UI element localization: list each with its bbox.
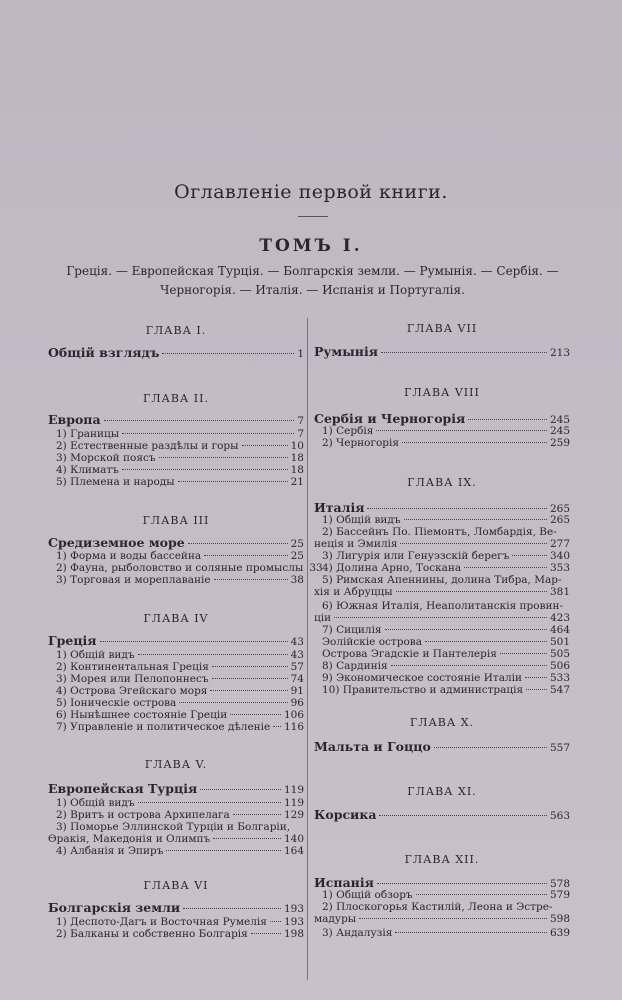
- page-number: 340: [549, 550, 570, 562]
- list-item: [56, 574, 304, 586]
- list-item: [322, 550, 570, 562]
- page-title: Оглавленiе первой книги.: [174, 181, 448, 203]
- list-item: [322, 624, 570, 636]
- list-item: [56, 464, 304, 476]
- section-entry: [314, 344, 570, 359]
- list-item: [56, 661, 304, 673]
- page-number: 578: [549, 878, 570, 890]
- item-title: Острова Эгадскiе и Пантелерiя: [322, 648, 497, 660]
- list-item: [56, 797, 304, 809]
- leader-dots: [273, 726, 281, 727]
- page-number: 245: [549, 414, 570, 426]
- item-title: 10) Правительство и администрацiя: [322, 684, 524, 696]
- leader-dots: [212, 678, 288, 679]
- item-title: 2) Черногорiя: [322, 437, 400, 449]
- item-title: 4) Долина Арно, Тоскана: [322, 562, 462, 574]
- page-number: 43: [290, 636, 304, 648]
- leader-dots: [526, 689, 547, 690]
- leader-dots: [179, 702, 287, 703]
- section-entry: [48, 633, 304, 648]
- section-entry: [48, 535, 304, 550]
- page-number: 557: [549, 742, 570, 754]
- page-number: 91: [290, 685, 304, 697]
- item-title: Эолiйскiе острова: [322, 636, 422, 648]
- section-title: Европейская Турцiя: [48, 781, 198, 796]
- chapter-heading: ГЛАВА XII.: [404, 853, 480, 866]
- section-entry: [314, 411, 570, 426]
- leader-dots: [162, 353, 294, 354]
- leader-dots: [210, 690, 287, 691]
- page-number: 423: [549, 612, 570, 624]
- list-item: [56, 673, 304, 685]
- item-title: 2) Естественные раздѣлы и горы: [56, 440, 239, 452]
- list-item: [322, 889, 570, 901]
- list-item: [56, 452, 304, 464]
- item-title: 4) Острова Эгейскаго моря: [56, 685, 208, 697]
- section-entry: [48, 900, 304, 915]
- section-title: Сербiя и Черногорiя: [314, 411, 466, 426]
- leader-dots: [404, 519, 547, 520]
- leader-dots: [334, 617, 547, 618]
- section-entry: [48, 412, 304, 427]
- page-number: 193: [283, 916, 304, 928]
- leader-dots: [416, 894, 547, 895]
- item-title: 7) Управленiе и политическое дѣленiе: [56, 721, 271, 733]
- leader-dots: [178, 481, 288, 482]
- leader-dots: [100, 641, 288, 642]
- leader-dots: [379, 815, 546, 816]
- page-number: 265: [549, 514, 570, 526]
- leader-dots: [242, 445, 288, 446]
- section-entry: [314, 807, 570, 822]
- page-number: 259: [549, 437, 570, 449]
- item-title: 2) Балканы и собственно Болгарiя: [56, 928, 248, 940]
- list-item: [314, 612, 570, 624]
- column-divider: [307, 318, 308, 980]
- list-item: [56, 697, 304, 709]
- subtitle-line-2: Черногорiя. — Италiя. — Испанiя и Португалiя.: [160, 283, 465, 297]
- page-number: 501: [549, 636, 570, 648]
- page-number: 533: [549, 672, 570, 684]
- page-number: 25: [290, 538, 304, 550]
- page-number: 116: [283, 721, 304, 733]
- section-title: Общiй взглядъ: [48, 345, 160, 360]
- leader-dots: [138, 654, 288, 655]
- page-number: 547: [549, 684, 570, 696]
- item-title: 8) Сардинiя: [322, 660, 388, 672]
- page-number: 119: [283, 784, 304, 796]
- leader-dots: [233, 814, 281, 815]
- item-title: 3) Андалузiя: [322, 927, 393, 939]
- leader-dots: [204, 555, 287, 556]
- section-title: Мальта и Гоццо: [314, 739, 431, 754]
- page-number: 96: [290, 697, 304, 709]
- list-item: [322, 648, 570, 660]
- page-number: 245: [549, 425, 570, 437]
- leader-dots: [230, 714, 281, 715]
- leader-dots: [166, 850, 281, 851]
- chapter-heading: ГЛАВА II.: [143, 392, 209, 405]
- chapter-heading: ГЛАВА VI: [143, 879, 209, 892]
- chapter-heading: ГЛАВА IX.: [407, 476, 477, 489]
- page-number: 277: [549, 538, 570, 550]
- chapter-heading: ГЛАВА I.: [145, 324, 207, 337]
- page-number: 43: [290, 649, 304, 661]
- item-title: 1) Общiй видъ: [56, 649, 135, 661]
- chapter-heading: ГЛАВА VII: [406, 322, 478, 335]
- list-item: [56, 476, 304, 488]
- leader-dots: [359, 918, 547, 919]
- chapter-heading: ГЛАВА V.: [144, 758, 208, 771]
- item-title: 1) Деспото-Дагъ и Восточная Румелiя: [56, 916, 267, 928]
- page-number: 506: [549, 660, 570, 672]
- item-title: 2) Континентальная Грецiя: [56, 661, 209, 673]
- item-title: цiи: [314, 612, 332, 624]
- section-title: Болгарскiя земли: [48, 900, 181, 915]
- leader-dots: [188, 543, 288, 544]
- leader-dots: [500, 653, 547, 654]
- chapter-heading: ГЛАВА III: [142, 514, 210, 527]
- list-item: [322, 636, 570, 648]
- page-number: 129: [283, 809, 304, 821]
- page-number: 21: [290, 476, 304, 488]
- section-title: Европа: [48, 412, 101, 427]
- leader-dots: [425, 641, 547, 642]
- page-number: 38: [290, 574, 304, 586]
- page-number: 140: [283, 833, 304, 845]
- leader-dots: [122, 469, 288, 470]
- page-number: 464: [549, 624, 570, 636]
- section-title: Румынiя: [314, 344, 378, 359]
- item-title: 5) Племена и народы: [56, 476, 175, 488]
- item-title: 9) Экономическое состоянiе Италiи: [322, 672, 522, 684]
- item-title: 3) Морской поясъ: [56, 452, 156, 464]
- list-item: [322, 437, 570, 449]
- leader-dots: [251, 933, 281, 934]
- chapter-heading: ГЛАВА XI.: [407, 785, 477, 798]
- item-title: 7) Сицилiя: [322, 624, 382, 636]
- page-number: 639: [549, 927, 570, 939]
- item-title-continued: 5) Римская Апеннины, долина Тибра, Мар-: [322, 574, 562, 586]
- list-item: [56, 440, 304, 452]
- section-entry: [48, 345, 304, 360]
- item-title: 5) Iоническiе острова: [56, 697, 177, 709]
- list-item: [314, 913, 570, 925]
- list-item: [322, 672, 570, 684]
- list-item: [56, 721, 304, 733]
- leader-dots: [214, 579, 288, 580]
- page-number: 33: [309, 562, 323, 574]
- list-item: [56, 709, 304, 721]
- item-title-continued: 2) Плоскогорья Кастилiй, Леона и Эстре-: [322, 901, 553, 913]
- page-number: 18: [290, 464, 304, 476]
- leader-dots: [122, 433, 294, 434]
- leader-dots: [138, 802, 281, 803]
- leader-dots: [464, 567, 547, 568]
- page-number: 381: [549, 586, 570, 598]
- section-title: Испанiя: [314, 875, 374, 890]
- list-item: [322, 927, 570, 939]
- item-title: 2) Фауна, рыболовство и соляные промыслы: [56, 562, 304, 574]
- leader-dots: [512, 555, 547, 556]
- leader-dots: [381, 352, 547, 353]
- leader-dots: [377, 883, 547, 884]
- list-item: [56, 845, 304, 857]
- list-item: [322, 425, 570, 437]
- page-number: 57: [290, 661, 304, 673]
- leader-dots: [385, 629, 547, 630]
- page-number: 10: [290, 440, 304, 452]
- list-item: [322, 562, 570, 574]
- page-number: 213: [549, 347, 570, 359]
- page-number: 7: [297, 428, 304, 440]
- item-title: 1) Форма и воды бассейна: [56, 550, 202, 562]
- item-title-continued: 6) Южная Италiя, Неаполитанскiя провин-: [322, 600, 564, 612]
- page-number: 1: [297, 348, 304, 360]
- item-title: 1) Сербiя: [322, 425, 374, 437]
- volume-heading: ТОМЪ I.: [259, 236, 363, 256]
- section-title: Средиземное море: [48, 535, 185, 550]
- page-number: 563: [549, 810, 570, 822]
- section-title: Корсика: [314, 807, 377, 822]
- list-item: [56, 916, 304, 928]
- list-item: [56, 809, 304, 821]
- chapter-heading: ГЛАВА X.: [409, 716, 475, 729]
- page-number: 74: [290, 673, 304, 685]
- chapter-heading: ГЛАВА VIII: [404, 386, 480, 399]
- chapter-heading: ГЛАВА IV: [143, 612, 209, 625]
- list-item: [56, 550, 304, 562]
- item-title: 2) Вритъ и острова Архипелага: [56, 809, 230, 821]
- item-title: 1) Общiй обзоръ: [322, 889, 413, 901]
- section-entry: [314, 739, 570, 754]
- leader-dots: [402, 442, 547, 443]
- page-number: 598: [549, 913, 570, 925]
- page-number: 353: [549, 562, 570, 574]
- list-item: [56, 428, 304, 440]
- leader-dots: [395, 932, 547, 933]
- page-number: 7: [297, 415, 304, 427]
- page-number: 18: [290, 452, 304, 464]
- list-item: [56, 649, 304, 661]
- page-number: 265: [549, 503, 570, 515]
- page-number: 25: [290, 550, 304, 562]
- page-number: 193: [283, 903, 304, 915]
- page-number: 106: [283, 709, 304, 721]
- leader-dots: [200, 789, 281, 790]
- leader-dots: [396, 591, 547, 592]
- section-title: Италiя: [314, 500, 365, 515]
- leader-dots: [270, 921, 281, 922]
- section-entry: [314, 500, 570, 515]
- section-entry: [48, 781, 304, 796]
- item-title: 3) Морея или Пелопоннесъ: [56, 673, 209, 685]
- item-title: 3) Торговая и мореплаванiе: [56, 574, 211, 586]
- list-item: [322, 684, 570, 696]
- list-item: [322, 660, 570, 672]
- item-title: нецiя и Эмилiя: [314, 538, 398, 550]
- leader-dots: [434, 747, 547, 748]
- list-item: [314, 586, 570, 598]
- leader-dots: [104, 420, 295, 421]
- item-title: хiя и Абруццы: [314, 586, 393, 598]
- list-item: [314, 538, 570, 550]
- item-title-continued: 3) Поморье Эллинской Турцiи и Болгарiи,: [56, 821, 291, 833]
- leader-dots: [183, 908, 281, 909]
- item-title: 1) Общiй видъ: [322, 514, 401, 526]
- item-title: 6) Нынѣшнее состоянiе Грецiи: [56, 709, 228, 721]
- list-item: [56, 928, 304, 940]
- leader-dots: [376, 430, 547, 431]
- item-title: 1) Общiй видъ: [56, 797, 135, 809]
- item-title-continued: 2) Бассейнъ По. Пiемонтъ, Ломбардiя, Ве-: [322, 526, 557, 538]
- item-title: Өракiя, Македонiя и Олимпъ: [48, 833, 211, 845]
- leader-dots: [159, 457, 288, 458]
- page-number: 119: [283, 797, 304, 809]
- subtitle-line-1: Грецiя. — Европейская Турцiя. — Болгарскiя земли. — Румынiя. — Сербiя. —: [66, 264, 559, 278]
- title-rule: [298, 216, 328, 217]
- item-title: 3) Лигурiя или Генуэзскiй берегъ: [322, 550, 510, 562]
- leader-dots: [213, 838, 281, 839]
- list-item: [322, 514, 570, 526]
- page-number: 505: [549, 648, 570, 660]
- leader-dots: [400, 543, 546, 544]
- leader-dots: [391, 665, 547, 666]
- item-title: 4) Климатъ: [56, 464, 119, 476]
- item-title: 4) Албанiя и Эпиръ: [56, 845, 164, 857]
- item-title: мадуры: [314, 913, 357, 925]
- page-number: 579: [549, 889, 570, 901]
- leader-dots: [367, 508, 547, 509]
- list-item: [48, 833, 304, 845]
- leader-dots: [212, 666, 288, 667]
- list-item: [56, 562, 323, 574]
- leader-dots: [525, 677, 547, 678]
- page-number: 164: [283, 845, 304, 857]
- item-title: 1) Границы: [56, 428, 120, 440]
- list-item: [56, 685, 304, 697]
- section-title: Грецiя: [48, 633, 97, 648]
- page-number: 198: [283, 928, 304, 940]
- section-entry: [314, 875, 570, 890]
- leader-dots: [468, 419, 547, 420]
